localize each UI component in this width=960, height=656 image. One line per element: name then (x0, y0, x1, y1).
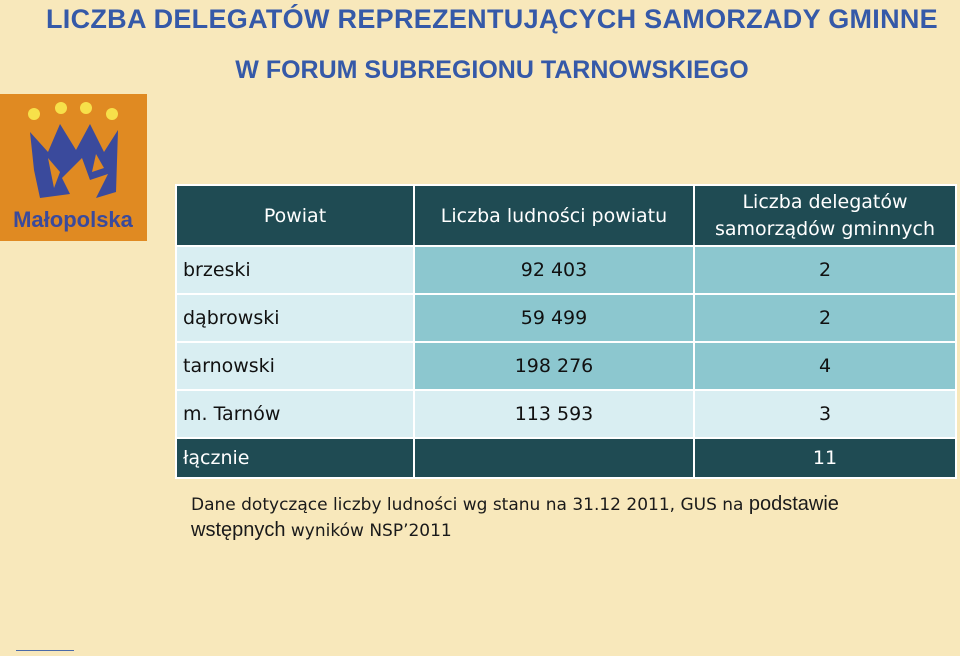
header-delegaci-line-1: Liczba delegatów (742, 190, 908, 213)
logo-wordmark: Małopolska (13, 207, 133, 232)
table-row (176, 294, 956, 342)
cell-total-label: łącznie (176, 438, 414, 478)
cell-ludnosc: 59 499 (414, 294, 694, 342)
source-note-part-3: wstępnych (191, 519, 286, 541)
malopolska-crown-icon (0, 94, 147, 241)
cell-delegaci: 3 (694, 390, 956, 438)
header-powiat: Powiat (176, 185, 414, 246)
cell-powiat: tarnowski (176, 342, 414, 390)
delegates-table (175, 184, 957, 479)
page-title-line-1: LICZBA DELEGATÓW REPREZENTUJĄCYCH SAMORZADY GMINNE (45, 4, 938, 34)
source-note-part-4: wyników NSP’2011 (285, 521, 452, 541)
cell-delegaci: 2 (694, 294, 956, 342)
malopolska-logo (0, 94, 147, 241)
cell-delegaci: 2 (694, 246, 956, 294)
cell-delegaci: 4 (694, 342, 956, 390)
cell-total-ludnosc (414, 438, 694, 478)
table-total-row (176, 438, 956, 478)
table-header-row (176, 185, 956, 246)
cell-total-delegaci: 11 (694, 438, 956, 478)
source-note-part-1: Dane dotyczące liczby ludności wg stanu na 31.12 2011, GUS na (191, 495, 749, 515)
header-delegaci-line-2: samorządów gminnych (714, 217, 936, 240)
source-note (191, 492, 931, 544)
cell-ludnosc: 113 593 (414, 390, 694, 438)
cell-ludnosc: 198 276 (414, 342, 694, 390)
footer-divider (16, 650, 74, 651)
cell-ludnosc: 92 403 (414, 246, 694, 294)
table-row (176, 342, 956, 390)
header-delegaci (694, 185, 956, 246)
header-ludnosc: Liczba ludności powiatu (414, 185, 694, 246)
table-row (176, 246, 956, 294)
table-row (176, 390, 956, 438)
cell-powiat: dąbrowski (176, 294, 414, 342)
source-note-part-2: podstawie (748, 493, 839, 515)
cell-powiat: brzeski (176, 246, 414, 294)
page-title-line-2: W FORUM SUBREGIONU TARNOWSKIEGO (235, 56, 749, 84)
cell-powiat: m. Tarnów (176, 390, 414, 438)
